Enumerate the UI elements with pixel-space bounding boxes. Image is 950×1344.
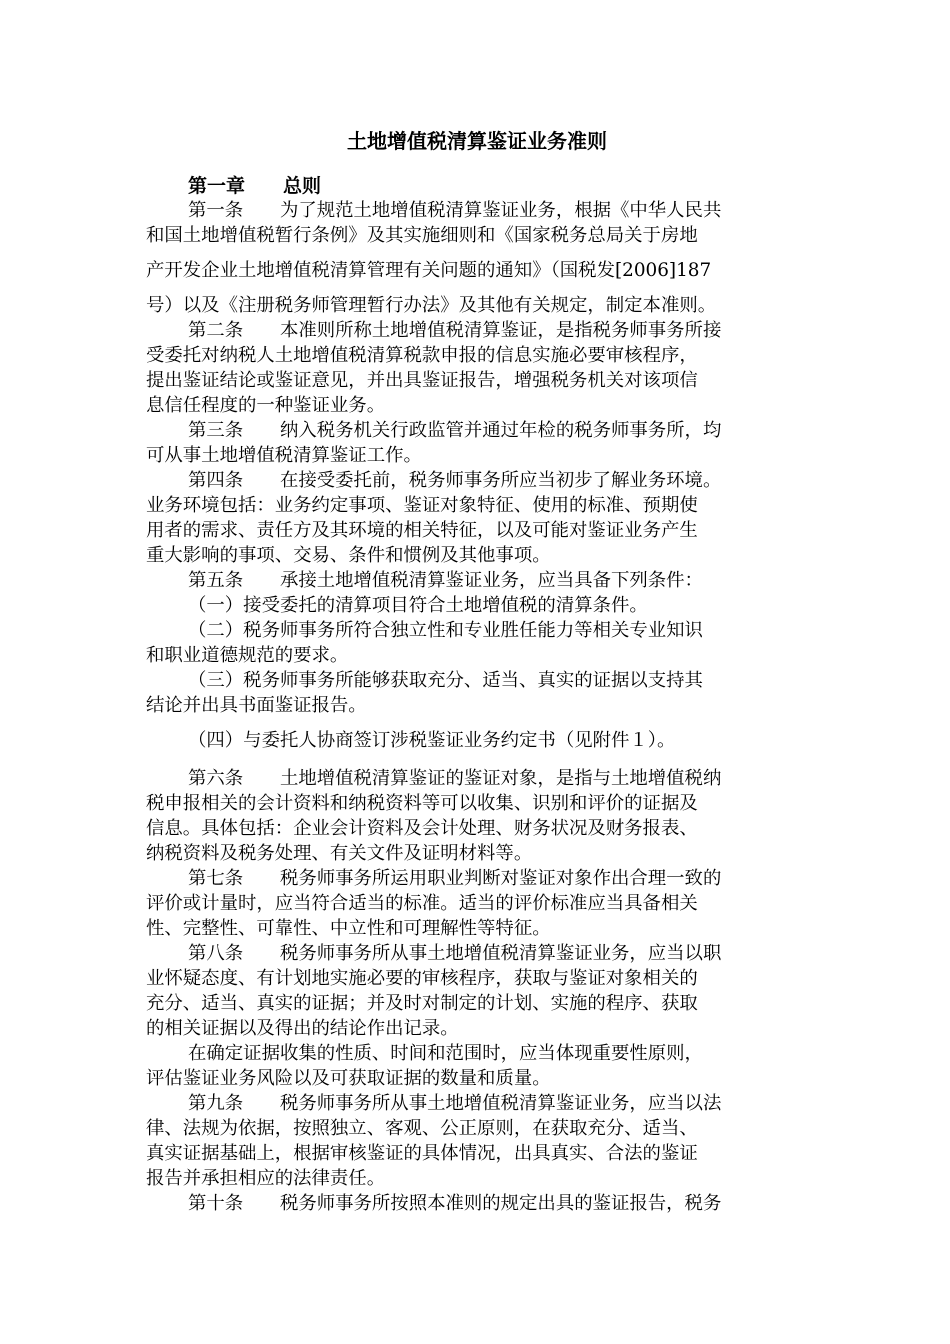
text-line: 第二条 本准则所称土地增值税清算鉴证，是指税务师事务所接 — [188, 320, 722, 341]
text-line: 第九条 税务师事务所从事土地增值税清算鉴证业务，应当以法 — [188, 1093, 722, 1114]
text-line: 息信任程度的一种鉴证业务。 — [146, 395, 386, 416]
document-body — [146, 198, 808, 1216]
text-line: 号）以及《注册税务师管理暂行办法》及其他有关规定，制定本准则。 — [146, 295, 717, 316]
text-line: 业务环境包括：业务约定事项、鉴证对象特征、使用的标准、预期使 — [146, 495, 698, 516]
text-line: 在确定证据收集的性质、时间和范围时，应当体现重要性原则， — [188, 1043, 703, 1064]
text-line: 结论并出具书面鉴证报告。 — [146, 695, 367, 716]
text-line: 产开发企业土地增值税清算管理有关问题的通知》（国税发[2006]187 — [146, 260, 712, 281]
text-line: 税申报相关的会计资料和纳税资料等可以收集、识别和评价的证据及 — [146, 793, 698, 814]
text-line: 第八条 税务师事务所从事土地增值税清算鉴证业务，应当以职 — [188, 943, 722, 964]
text-line: 纳税资料及税务处理、有关文件及证明材料等。 — [146, 843, 533, 864]
text-line: 和国土地增值税暂行条例》及其实施细则和《国家税务总局关于房地 — [146, 225, 698, 246]
text-line: 第六条 土地增值税清算鉴证的鉴证对象，是指与土地增值税纳 — [188, 768, 722, 789]
text-line: 性、完整性、可靠性、中立性和可理解性等特征。 — [146, 918, 551, 939]
text-line: （二）税务师事务所符合独立性和专业胜任能力等相关专业知识 — [188, 620, 703, 641]
text-line: 报告并承担相应的法律责任。 — [146, 1168, 386, 1189]
text-line: 用者的需求、责任方及其环境的相关特征，以及可能对鉴证业务产生 — [146, 520, 698, 541]
text-line: 第五条 承接土地增值税清算鉴证业务，应当具备下列条件： — [188, 570, 703, 591]
document-title: 土地增值税清算鉴证业务准则 — [347, 129, 607, 153]
text-line: 信息。具体包括：企业会计资料及会计处理、财务状况及财务报表、 — [146, 818, 698, 839]
text-line: 重大影响的事项、交易、条件和惯例及其他事项。 — [146, 545, 551, 566]
text-line: 业怀疑态度、有计划地实施必要的审核程序，获取与鉴证对象相关的 — [146, 968, 698, 989]
text-line: 律、法规为依据，按照独立、客观、公正原则，在获取充分、适当、 — [146, 1118, 698, 1139]
text-line: 第七条 税务师事务所运用职业判断对鉴证对象作出合理一致的 — [188, 868, 722, 889]
text-line: 第十条 税务师事务所按照本准则的规定出具的鉴证报告，税务 — [188, 1193, 722, 1214]
text-line: 第三条 纳入税务机关行政监管并通过年检的税务师事务所，均 — [188, 420, 722, 441]
text-line: 充分、适当、真实的证据；并及时对制定的计划、实施的程序、获取 — [146, 993, 698, 1014]
text-line: （三）税务师事务所能够获取充分、适当、真实的证据以支持其 — [188, 670, 703, 691]
text-line: 的相关证据以及得出的结论作出记录。 — [146, 1018, 459, 1039]
text-line: 受委托对纳税人土地增值税清算税款申报的信息实施必要审核程序， — [146, 345, 698, 366]
text-line: 真实证据基础上，根据审核鉴证的具体情况，出具真实、合法的鉴证 — [146, 1143, 698, 1164]
text-line: 提出鉴证结论或鉴证意见，并出具鉴证报告，增强税务机关对该项信 — [146, 370, 698, 391]
text-line: 和职业道德规范的要求。 — [146, 645, 349, 666]
text-line: 评估鉴证业务风险以及可获取证据的数量和质量。 — [146, 1068, 551, 1089]
text-line: 评价或计量时，应当符合适当的标准。适当的评价标准应当具备相关 — [146, 893, 698, 914]
text-line: （四）与委托人协商签订涉税鉴证业务约定书（见附件１）。 — [188, 730, 676, 751]
text-line: （一）接受委托的清算项目符合土地增值税的清算条件。 — [188, 595, 648, 616]
text-line: 可从事土地增值税清算鉴证工作。 — [146, 445, 422, 466]
text-line: 第四条 在接受委托前，税务师事务所应当初步了解业务环境。 — [188, 470, 722, 491]
text-line: 第一条 为了规范土地增值税清算鉴证业务，根据《中华人民共 — [188, 200, 722, 221]
chapter-heading: 第一章 总则 — [188, 175, 322, 197]
